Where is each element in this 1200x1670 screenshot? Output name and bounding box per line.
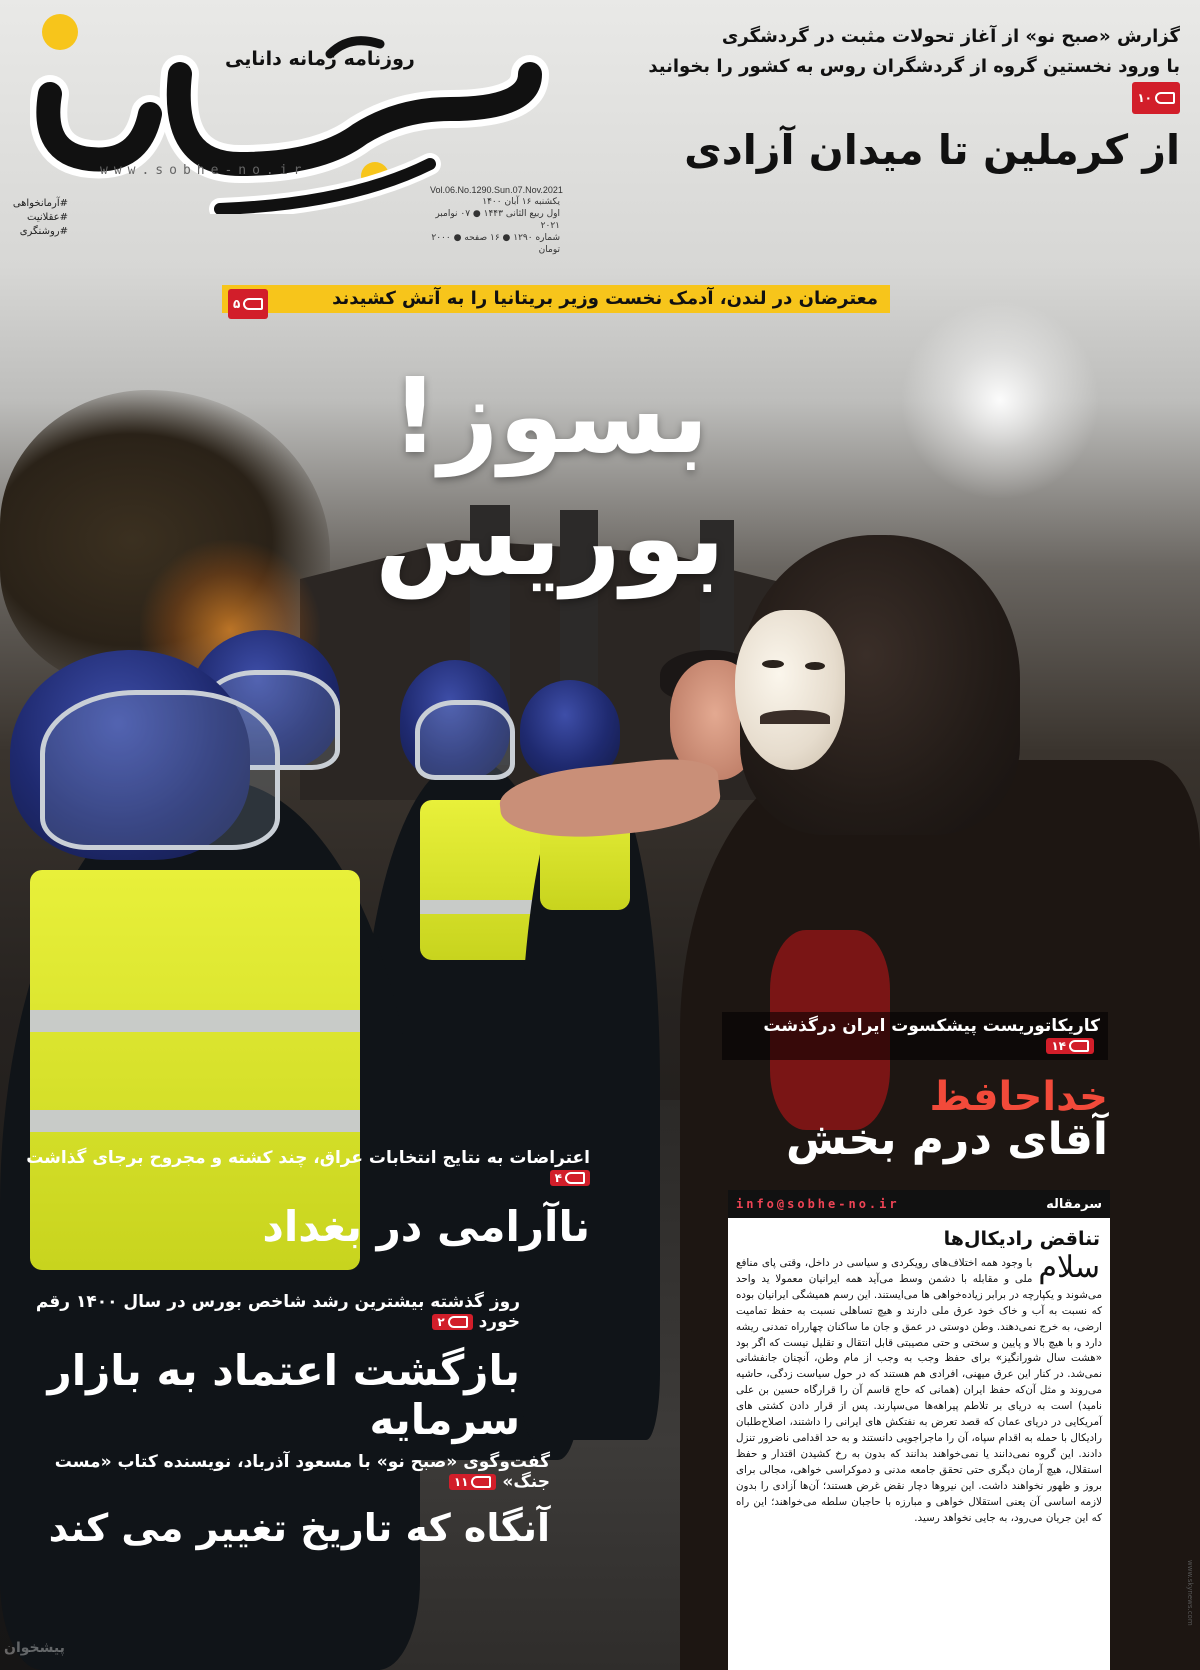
main-kicker-text: معترضان در لندن، آدمک نخست وزیر بریتانیا را به آتش کشیدند xyxy=(332,288,878,309)
logo-text: صبح نو xyxy=(30,14,33,15)
story-kicker-text: گفت‌وگوی «صبح نو» با مسعود آذرباد، نویسنده کتاب «مست جنگ» xyxy=(54,1452,550,1492)
mask-eye xyxy=(762,660,784,668)
arrow-icon xyxy=(471,1476,491,1488)
story-kicker-text: روز گذشته بیشترین رشد شاخص بورس در سال ۱۴۰۰ رقم خورد xyxy=(35,1292,520,1332)
issue-en: Vol.06.No.1290.Sun.07.Nov.2021 xyxy=(430,185,563,195)
story-kicker xyxy=(18,1292,520,1332)
story-kicker-text: اعتراضات به نتایج انتخابات عراق، چند کشته و مجروح برجای گذاشت xyxy=(26,1148,590,1168)
page-ref[interactable] xyxy=(1046,1038,1094,1054)
caricature-headline: آقای درم بخش xyxy=(786,1114,1108,1165)
author-signature: سلام xyxy=(1038,1250,1100,1285)
arrow-icon xyxy=(565,1172,585,1184)
website: www.sobhe-no.ir xyxy=(100,163,308,178)
floodlight xyxy=(900,300,1100,500)
story-headline: بازگشت اعتماد به بازار سرمایه xyxy=(47,1346,520,1444)
arrow-icon xyxy=(1069,1040,1089,1052)
photo-credit: www.skynews.com xyxy=(1186,1560,1194,1626)
issue-info xyxy=(430,184,563,256)
mask-eye xyxy=(805,662,825,670)
teaser-kicker-2 xyxy=(640,52,1180,114)
tag: #روشنگری xyxy=(19,226,68,237)
story-stock-market[interactable] xyxy=(18,1292,520,1444)
vest-stripe xyxy=(30,1010,360,1032)
mask-moustache xyxy=(760,710,830,724)
page-ref[interactable] xyxy=(228,289,268,319)
story-kicker xyxy=(18,1452,550,1492)
page-ref[interactable] xyxy=(449,1474,497,1490)
editorial-header xyxy=(728,1190,1110,1218)
issue-date: یکشنبه ۱۶ آبان ۱۴۰۰ xyxy=(482,197,560,207)
guy-fawkes-mask xyxy=(735,610,845,770)
arrow-icon xyxy=(448,1316,468,1328)
story-headline: ناآرامی در بغداد xyxy=(262,1202,590,1251)
teaser-kicker-text: با ورود نخستین گروه از گردشگران روس به کشور را بخوانید xyxy=(648,56,1180,77)
vest-stripe xyxy=(30,1110,360,1132)
editorial-title: تناقض رادیکال‌ها xyxy=(943,1228,1100,1250)
editorial-text: با وجود همه اختلاف‌های رویکردی و سیاسی در داخل، وقتی پای منافع ملی و مقابله با دشمن وسط می‌آید همه ایرانیان معمولا ید واحد می‌شوند و یکپارچه در برابر زیاده‌خواهی ها می‌ایستند. این رسم همیشگی ایرانیان بوده که نسبت به آب و خاک خود عرق ملی دارند و هیچ تساهلی نسبت به حفظ تمامیت ارضی، به خرج نمی‌دهند. وطن دوستی در عمق و جان ما ساکنان چهارراه تمدنی ریشه دارد و با هیچ بالا و پایین و سختی و حتی مصیبتی قابل انتقال و تقلیل نیست که اگر بود «هشت سال شورانگیز» برای حفظ وجب به وجب از مام وطن، آنچنان جانفشانی نمی‌شد. در کنار این عرق میهنی، افرادی هم هستند که در حول سیاست زدگی، حاشیه می‌روند و مثل آن‌که حفظ ایران (همانی که حاج قاسم آن را قرارگاه حسین بن علی نامید) است به دریای بر تلاطم پیراهه‌ها می‌سپارند. پس از قرار دادن کشتی های آمریکایی در دریای عمان که قصد تعرض به نفتکش های ایرانی را داشتند، اصلاح‌طلبان رادیکال با حمله به اقدام سپاه، آن را ماجراجویی دانستند و به حد اقدامی ناضرور تنزل دادند. این گروه نمی‌دانند یا نمی‌خواهند بدانند که بدون به رخ کشیدن اقتدار و حفظ استقلال، هیچ آرمان دیگری حتی تحقق جامعه مدنی و دموکراسی خواهی، مجالی برای بروز و ظهور نخواهند داشت. این نیروها دچار نقض غرض هستند؛ آن‌ها آزادی را بدون لازمه اساسی آن یعنی استقلال خواهی و مبارزه با حاجبان سلطه می‌خواهند؛ این راه که این جریان می‌رود، به جایی نخواهد رسید. xyxy=(736,1257,1102,1524)
caricature-story[interactable] xyxy=(722,1012,1108,1165)
main-kicker[interactable] xyxy=(222,285,890,313)
editorial-email[interactable]: info@sobhe-no.ir xyxy=(736,1197,900,1211)
page-number: ۱۴ xyxy=(1051,1039,1066,1053)
helmet-visor xyxy=(40,690,280,850)
main-headline[interactable]: بسوز! بوریس xyxy=(374,355,726,599)
page-number: ۵ xyxy=(233,297,241,311)
tag: #عقلانیت xyxy=(27,212,68,223)
teaser-story[interactable] xyxy=(640,22,1180,174)
teaser-kicker: گزارش «صبح نو» از آغاز تحولات مثبت در گردشگری xyxy=(721,26,1180,47)
editorial-box xyxy=(728,1190,1110,1670)
page-number: ۴ xyxy=(554,1171,562,1185)
caricature-kicker-text: کاریکاتوریست پیشکسوت ایران درگذشت xyxy=(763,1016,1100,1036)
issue-number: شماره ۱۲۹۰ ● ۱۶ صفحه ● ۲۰۰۰ تومان xyxy=(431,233,560,255)
editorial-label: سرمقاله xyxy=(1046,1196,1102,1212)
story-kicker xyxy=(18,1148,590,1188)
issue-date-hijri: اول ربیع الثانی ۱۴۴۳ ● ۰۷ نوامبر ۲۰۲۱ xyxy=(435,209,560,231)
page-ref[interactable] xyxy=(550,1170,590,1186)
watermark: پیشخوان xyxy=(4,1640,65,1656)
caricature-kicker xyxy=(722,1012,1108,1060)
page-number: ۱۱ xyxy=(453,1475,469,1489)
story-headline: آنگاه که تاریخ تغییر می کند xyxy=(48,1506,550,1550)
tagline: روزنامه زمانه دانایی xyxy=(225,48,415,70)
arrow-icon xyxy=(1155,92,1175,104)
teaser-headline: از کرملین تا میدان آزادی xyxy=(684,126,1180,174)
editorial-body xyxy=(728,1250,1110,1526)
helmet-visor xyxy=(415,700,515,780)
arrow-icon xyxy=(243,298,263,310)
caricature-headline-red: خداحافظ xyxy=(929,1074,1108,1120)
page-ref[interactable] xyxy=(1132,82,1180,114)
story-baghdad[interactable] xyxy=(18,1148,590,1251)
page-number: ۲ xyxy=(437,1315,445,1329)
masthead xyxy=(0,0,600,255)
story-interview[interactable] xyxy=(18,1452,550,1550)
page-ref[interactable] xyxy=(432,1314,472,1330)
page-number: ۱۰ xyxy=(1137,91,1152,105)
tag-list xyxy=(8,197,68,239)
tag: #آرمانخواهی xyxy=(12,198,68,209)
